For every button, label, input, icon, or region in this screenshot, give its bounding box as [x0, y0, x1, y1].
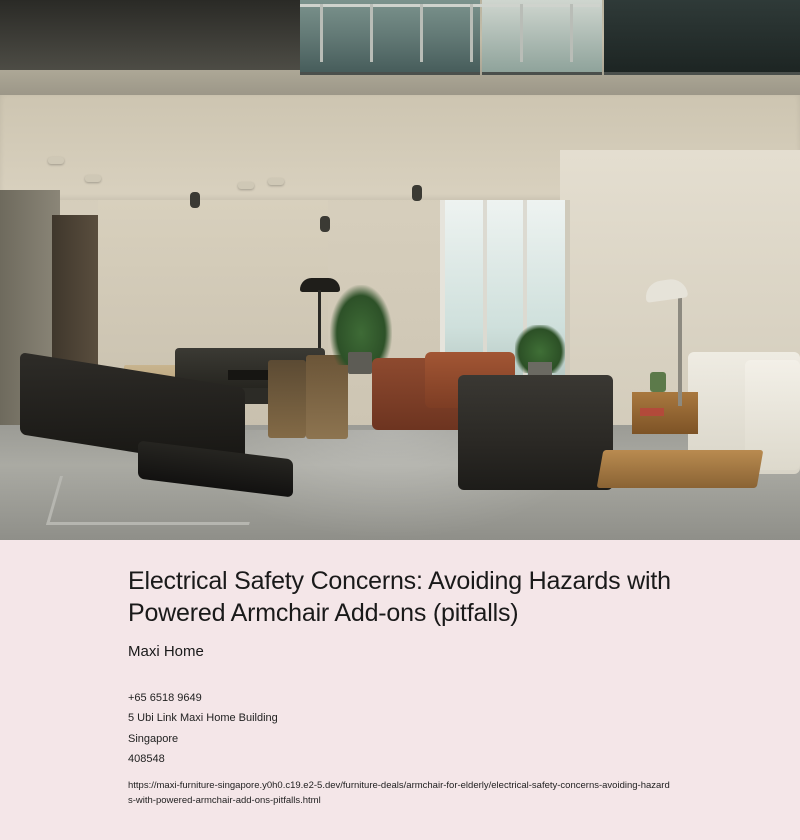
ceiling-dark-panel — [0, 0, 300, 70]
postal-code: 408548 — [128, 753, 165, 766]
page-title: Electrical Safety Concerns: Avoiding Hazards with Powered Armchair Add-ons (pitfalls) — [128, 567, 671, 627]
article-content — [0, 540, 800, 840]
mezzanine-glass-right — [604, 0, 800, 75]
track-light-icon — [320, 216, 330, 232]
coffee-table — [597, 450, 764, 488]
ceiling-light-icon — [268, 178, 284, 185]
track-light-icon — [190, 192, 200, 208]
mezzanine-glass-left — [300, 0, 480, 75]
lounge-chair — [18, 368, 268, 528]
ceiling-light-icon — [48, 157, 64, 164]
track-light-icon — [412, 185, 422, 201]
railing-post — [320, 4, 323, 62]
ceiling-light-icon — [85, 175, 101, 182]
railing-post — [570, 4, 573, 62]
vase — [650, 372, 666, 392]
railing-post — [420, 4, 423, 62]
mezzanine-railing — [300, 4, 600, 7]
page-url[interactable]: https://maxi-furniture-singapore.y0h0.c19.e2-5.dev/furniture-deals/armchair-for-elderly/electrical-safety-concerns-avoiding-hazards-with-powered-armchair-add-ons-pitfalls.html — [128, 780, 670, 807]
ceiling-light-icon — [238, 182, 254, 189]
black-leather-armchair — [458, 375, 613, 490]
wooden-chair — [306, 355, 348, 439]
floor-lamp-pole — [678, 288, 682, 406]
address-line: 5 Ubi Link Maxi Home Building — [128, 712, 278, 725]
railing-post — [520, 4, 523, 62]
city: Singapore — [128, 732, 179, 745]
railing-post — [470, 4, 473, 62]
book — [640, 408, 664, 416]
contact-details — [128, 688, 672, 769]
phone-number: +65 6518 9649 — [128, 692, 202, 704]
plant-pot — [348, 352, 372, 374]
wooden-chair — [268, 360, 306, 438]
mezzanine-glass-center — [482, 0, 602, 75]
railing-post — [370, 4, 373, 62]
lounge-chair-frame — [46, 476, 263, 525]
company-name: Maxi Home — [128, 643, 204, 660]
